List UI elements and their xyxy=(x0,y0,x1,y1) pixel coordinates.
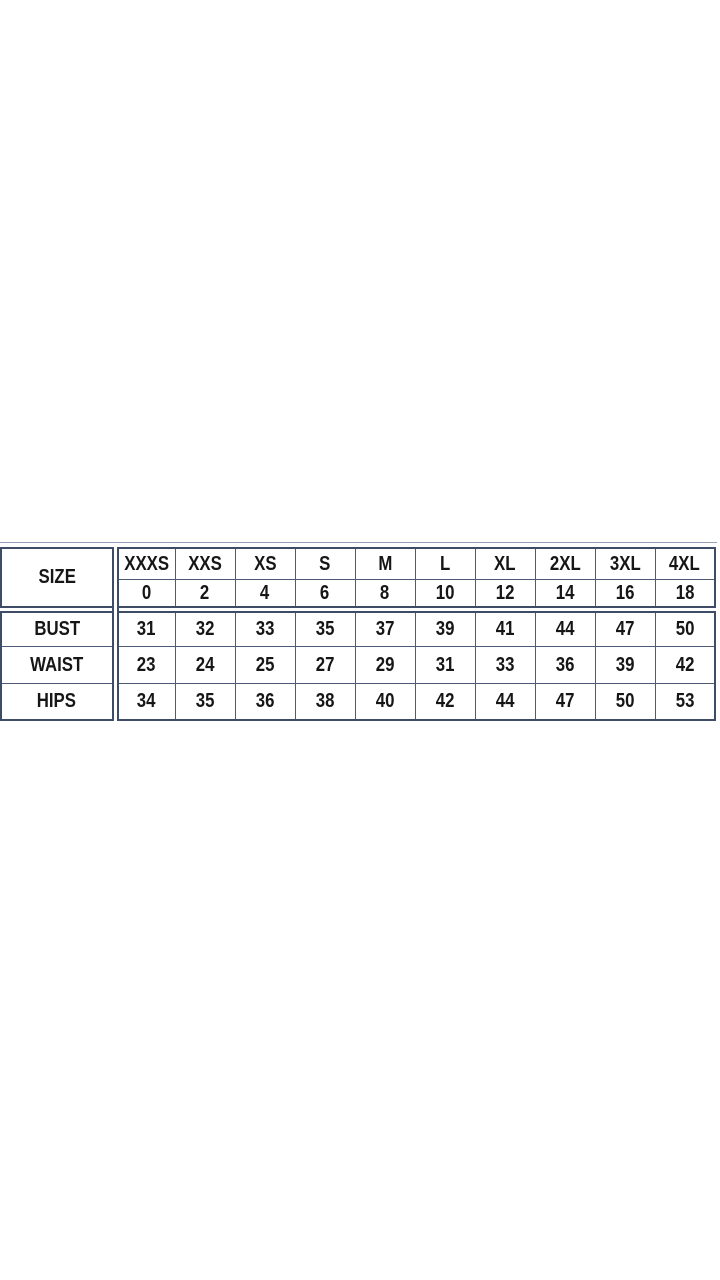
measurement-value-cell: 39 xyxy=(595,646,655,683)
measurement-value-cell: 38 xyxy=(295,683,355,720)
numeric-size-cell: 10 xyxy=(415,579,475,609)
size-label-cell xyxy=(295,548,355,579)
measurement-value-cell: 47 xyxy=(535,683,595,720)
numeric-size-cell: 6 xyxy=(295,579,355,609)
measurement-value-cell: 40 xyxy=(355,683,415,720)
measurement-value-cell: 31 xyxy=(415,646,475,683)
size-label-3xl: 3XL xyxy=(609,552,641,575)
size-label-m: M xyxy=(377,552,392,575)
size-label-xl: XL xyxy=(494,552,516,575)
waist-row-label: WAIST xyxy=(1,646,115,683)
measurement-value-cell: 29 xyxy=(355,646,415,683)
measurement-value-cell: 39 xyxy=(415,609,475,646)
hips-row-label: HIPS xyxy=(1,683,115,720)
numeric-size-cell: 16 xyxy=(595,579,655,609)
bust-row-label: BUST xyxy=(1,609,115,646)
measurement-value-cell: 31 xyxy=(115,609,175,646)
measurement-value-cell: 44 xyxy=(535,609,595,646)
measurement-value-cell: 47 xyxy=(595,609,655,646)
size-label-cell xyxy=(115,548,175,579)
measurement-value-cell: 37 xyxy=(355,609,415,646)
measurement-value-cell: 24 xyxy=(175,646,235,683)
size-label-cell xyxy=(535,548,595,579)
size-names-row xyxy=(1,548,715,579)
numeric-size-cell: 2 xyxy=(175,579,235,609)
measurement-value-cell: 25 xyxy=(235,646,295,683)
size-label-cell xyxy=(655,548,715,579)
size-label-xxxs: XXXS xyxy=(124,552,169,575)
size-label-cell xyxy=(355,548,415,579)
size-chart-table xyxy=(0,547,716,721)
measurement-value-cell: 53 xyxy=(655,683,715,720)
numeric-size-cell: 4 xyxy=(235,579,295,609)
numeric-size-cell: 14 xyxy=(535,579,595,609)
numeric-size-cell: 18 xyxy=(655,579,715,609)
measurement-value-cell: 36 xyxy=(235,683,295,720)
measurement-value-cell: 23 xyxy=(115,646,175,683)
measurement-value-cell: 35 xyxy=(295,609,355,646)
waist-row xyxy=(1,646,715,683)
size-header-label: SIZE xyxy=(38,566,76,589)
hips-row xyxy=(1,683,715,720)
measurement-value-cell: 32 xyxy=(175,609,235,646)
size-label-2xl: 2XL xyxy=(549,552,581,575)
measurement-value-cell: 36 xyxy=(535,646,595,683)
measurement-value-cell: 27 xyxy=(295,646,355,683)
measurement-value-cell: 34 xyxy=(115,683,175,720)
size-label-s: S xyxy=(319,552,331,575)
measurement-value-cell: 44 xyxy=(475,683,535,720)
measurement-value-cell: 50 xyxy=(655,609,715,646)
size-label-xs: XS xyxy=(253,552,277,575)
bust-row xyxy=(1,609,715,646)
size-label-cell xyxy=(595,548,655,579)
measurement-value-cell: 35 xyxy=(175,683,235,720)
size-label-4xl: 4XL xyxy=(669,552,701,575)
size-label-cell xyxy=(175,548,235,579)
size-label-cell xyxy=(415,548,475,579)
numeric-size-cell: 0 xyxy=(115,579,175,609)
measurement-value-cell: 42 xyxy=(415,683,475,720)
measurement-value-cell: 50 xyxy=(595,683,655,720)
size-label-cell xyxy=(475,548,535,579)
size-label-xxs: XXS xyxy=(188,552,222,575)
measurement-value-cell: 33 xyxy=(235,609,295,646)
measurement-value-cell: 41 xyxy=(475,609,535,646)
numeric-size-cell: 12 xyxy=(475,579,535,609)
size-label-l: L xyxy=(439,552,451,575)
measurement-value-cell: 42 xyxy=(655,646,715,683)
size-chart xyxy=(0,542,717,721)
measurement-value-cell: 33 xyxy=(475,646,535,683)
size-label-cell xyxy=(235,548,295,579)
numeric-size-cell: 8 xyxy=(355,579,415,609)
size-header-cell xyxy=(1,548,115,609)
